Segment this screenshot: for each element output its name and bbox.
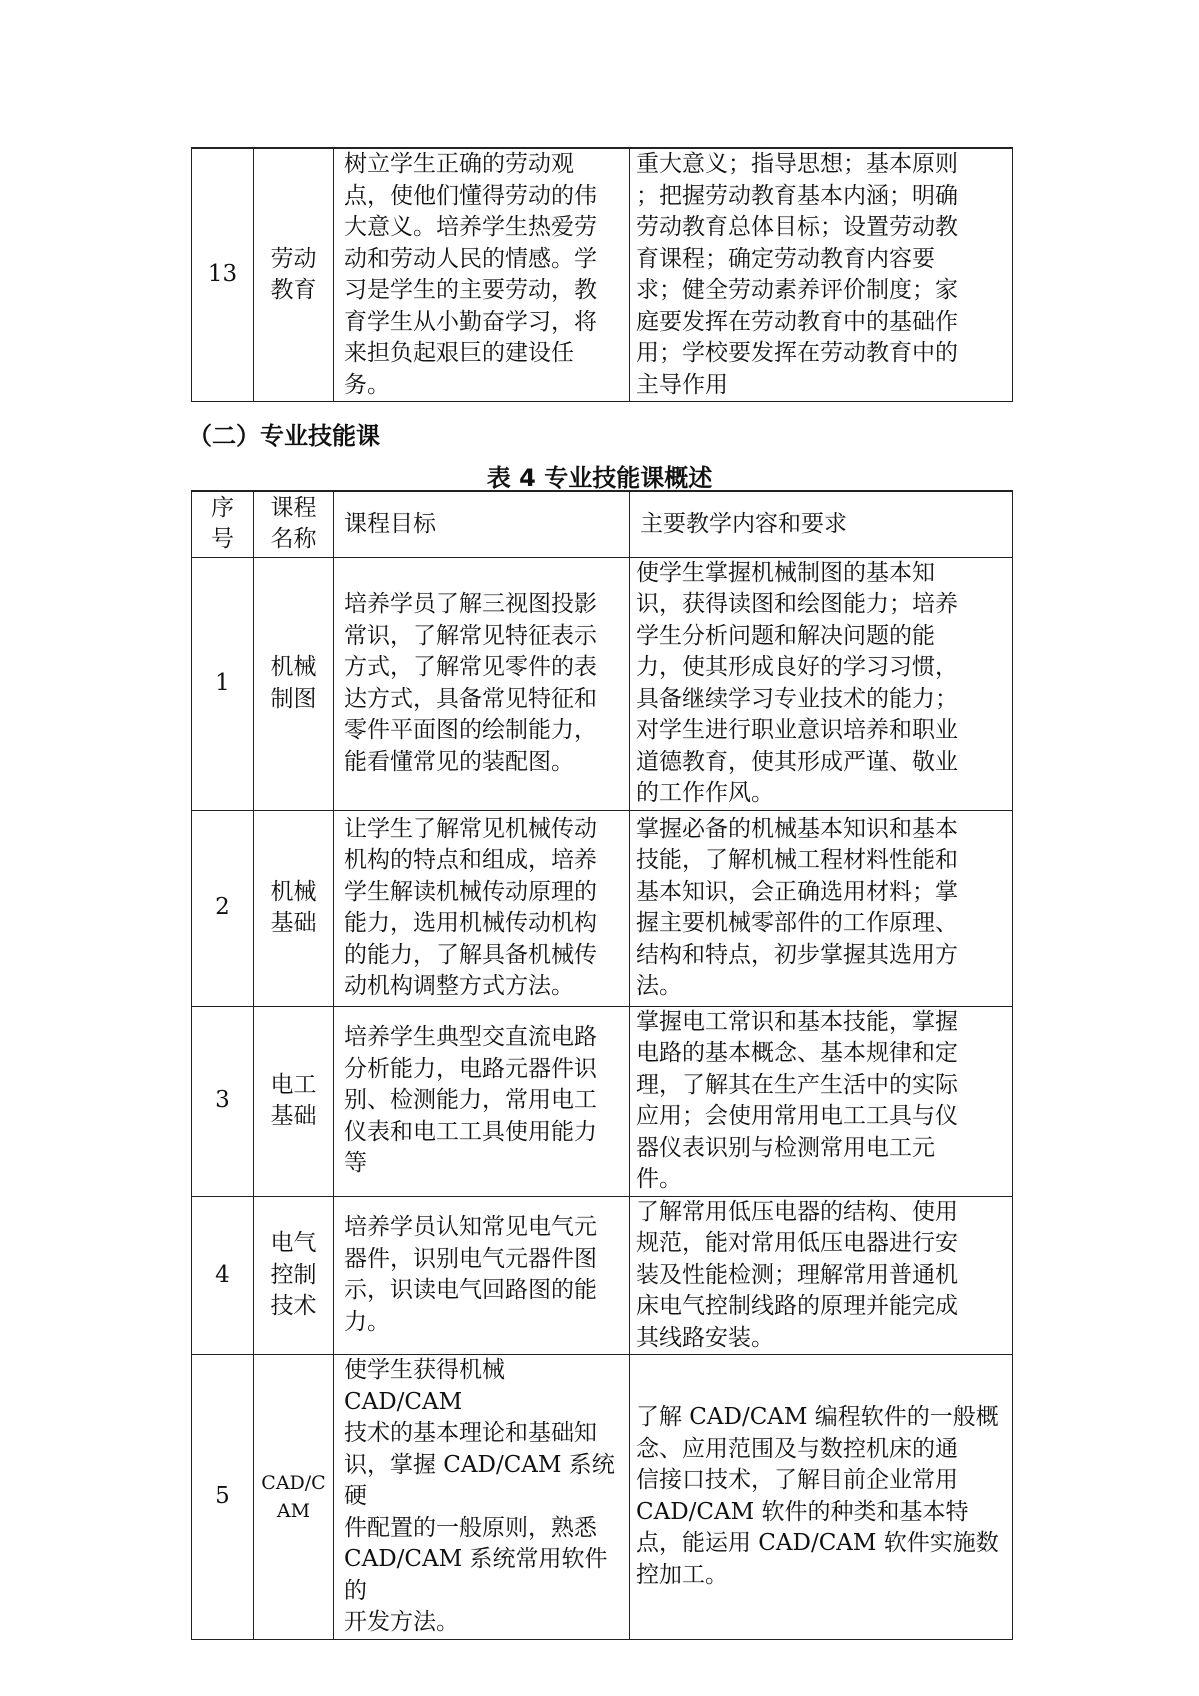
course-name: CAD/C AM [254,1355,334,1640]
course-content: 了解 CAD/CAM 编程软件的一般概 念、应用范围及与数控机床的通 信接口技术，了解目前企业常用 CAD/CAM 软件的种类和基本特 点，能运用 CAD/CAM 软件实施数 控加工。 [630,1355,1013,1640]
table-row [192,557,1013,810]
table-row [192,810,1013,1006]
course-goal: 使学生获得机械 CAD/CAM 技术的基本理论和基础知 识，掌握 CAD/CAM 系统硬 件配置的一般原则，熟悉 CAD/CAM 系统常用软件的 开发方法。 [334,1355,630,1640]
course-content: 掌握电工常识和基本技能，掌握 电路的基本概念、基本规律和定 理，了解其在生产生活中的实际 应用；会使用常用电工工具与仪 器仪表识别与检测常用电工元 件。 [630,1006,1013,1196]
course-content: 掌握必备的机械基本知识和基本 技能，了解机械工程材料性能和 基本知识，会正确选用材料；掌 握主要机械零部件的工作原理、 结构和特点，初步掌握其选用方 法。 [630,810,1013,1006]
course-name: 机械 基础 [254,810,334,1006]
table-caption: 表 4 专业技能课概述 [486,464,713,492]
continued-course-table [191,147,1013,402]
course-goal: 培养学生典型交直流电路 分析能力，电路元器件识 别、检测能力，常用电工 仪表和电工工具使用能力 等 [334,1006,630,1196]
table-row [192,1355,1013,1640]
table-row [192,1196,1013,1355]
header-goal: 课程目标 [334,491,630,557]
header-no: 序 号 [192,491,254,557]
professional-skills-table [191,490,1013,1640]
course-goal: 让学生了解常见机械传动 机构的特点和组成，培养 学生解读机械传动原理的 能力，选用机械传动机构 的能力，了解具备机械传 动机构调整方式方法。 [334,810,630,1006]
row-number: 4 [192,1196,254,1355]
course-name: 电工 基础 [254,1006,334,1196]
course-goal: 培养学员了解三视图投影 常识，了解常见特征表示 方式，了解常见零件的表 达方式，具备常见特征和 零件平面图的绘制能力， 能看懂常见的装配图。 [334,557,630,810]
course-content: 使学生掌握机械制图的基本知 识，获得读图和绘图能力；培养 学生分析问题和解决问题的能 力，使其形成良好的学习习惯， 具备继续学习专业技术的能力； 对学生进行职业意识培养和职业 道德教育，使其形成严谨、敬业 的工作作风。 [630,557,1013,810]
row-number: 2 [192,810,254,1006]
header-name: 课程 名称 [254,491,334,557]
course-name: 劳动 教育 [254,148,334,402]
row-number: 3 [192,1006,254,1196]
course-name: 电气 控制 技术 [254,1196,334,1355]
section-heading: （二）专业技能课 [188,422,380,450]
row-number: 13 [192,148,254,402]
table-header-row [192,491,1013,557]
course-goal: 培养学员认知常见电气元 器件，识别电气元器件图 示，识读电气回路图的能 力。 [334,1196,630,1355]
course-name: 机械 制图 [254,557,334,810]
course-goal: 树立学生正确的劳动观 点，使他们懂得劳动的伟 大意义。培养学生热爱劳 动和劳动人民的情感。学 习是学生的主要劳动，教 育学生从小勤奋学习，将 来担负起艰巨的建设任 务。 [334,148,630,402]
row-number: 1 [192,557,254,810]
table-row [192,148,1013,402]
row-number: 5 [192,1355,254,1640]
course-content: 了解常用低压电器的结构、使用 规范，能对常用低压电器进行安 装及性能检测；理解常用普通机 床电气控制线路的原理并能完成 其线路安装。 [630,1196,1013,1355]
course-content: 重大意义；指导思想；基本原则 ；把握劳动教育基本内涵；明确 劳动教育总体目标；设置劳动教 育课程；确定劳动教育内容要 求；健全劳动素养评价制度；家 庭要发挥在劳动教育中的基础作 用；学校要发挥在劳动教育中的 主导作用 [630,148,1013,402]
header-content: 主要教学内容和要求 [630,491,1013,557]
table-row [192,1006,1013,1196]
